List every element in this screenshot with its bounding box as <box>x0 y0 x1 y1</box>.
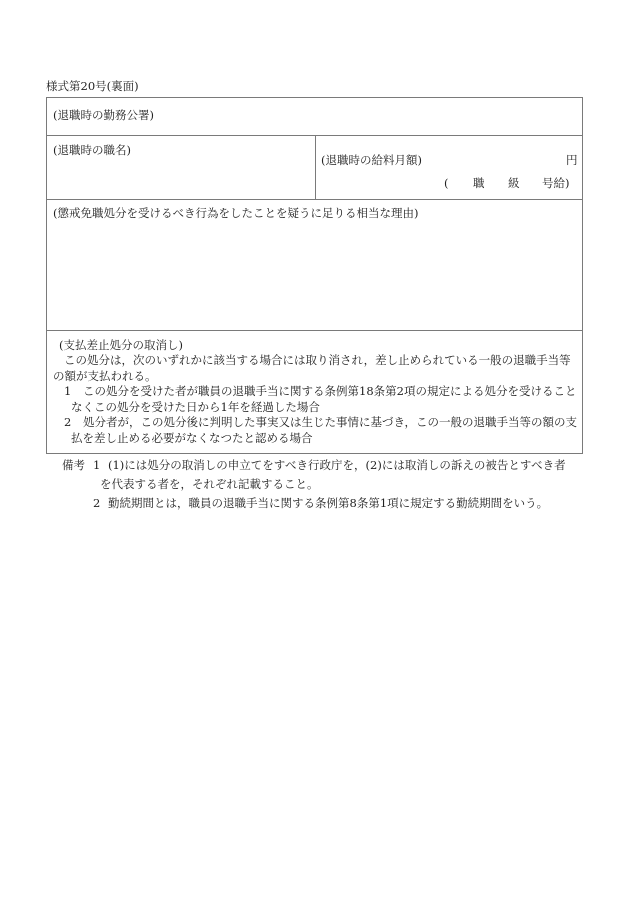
office-field[interactable] <box>47 98 582 134</box>
cancellation-heading: (支払差止処分の取消し) <box>59 338 183 352</box>
cancellation-item-2-number: 2 <box>64 415 72 429</box>
remarks-item-1-number: 1 <box>93 458 101 472</box>
cancellation-item-2-line2: 払を差し止める必要がなくなつたと認める場合 <box>71 431 313 445</box>
job-title-field[interactable] <box>47 136 314 198</box>
office-field-label: (退職時の勤務公署) <box>53 108 154 122</box>
grade-open-paren: ( <box>444 176 449 190</box>
salary-field[interactable] <box>316 136 582 198</box>
remarks-item-2-line1: 勤続期間とは，職員の退職手当に関する条例第8条第1項に規定する勤続期間をいう。 <box>108 496 549 510</box>
cancellation-item-1-line2: なくこの処分を受けた日から1年を経過した場合 <box>71 400 320 414</box>
row-divider <box>47 330 582 331</box>
reason-field[interactable] <box>47 200 582 329</box>
reason-field-label: (懲戒免職処分を受けるべき行為をしたことを疑うに足りる相当な理由) <box>53 206 419 220</box>
grade-step-label: 号給) <box>542 176 570 190</box>
salary-unit-yen: 円 <box>566 153 578 167</box>
cancellation-item-1-line1: この処分を受けた者が職員の退職手当に関する条例第18条第2項の規定による処分を受けること <box>83 384 577 398</box>
job-title-field-label: (退職時の職名) <box>53 143 131 157</box>
remarks-item-1-line2: を代表する者を，それぞれ記載すること。 <box>100 477 319 491</box>
grade-class-label: 級 <box>508 176 520 190</box>
cancellation-item-1-number: 1 <box>64 384 72 398</box>
cancellation-item-2-line1: 処分者が，この処分後に判明した事実又は生じた事情に基づき，この一般の退職手当等の額の支 <box>83 415 578 429</box>
remarks-item-2-number: 2 <box>93 496 101 510</box>
remarks-item-1-line1: (1)には処分の取消しの申立てをすべき行政庁を，(2)には取消しの訴えの被告とすべき者 <box>108 458 566 472</box>
grade-job-label: 職 <box>473 176 485 190</box>
cancellation-text-line1: この処分は，次のいずれかに該当する場合には取り消され，差し止められている一般の退職手当等 <box>64 353 571 367</box>
cancellation-text-line2: の額が支払われる。 <box>53 369 157 383</box>
remarks-label: 備考 <box>62 458 85 472</box>
salary-field-label: (退職時の給料月額) <box>321 153 422 167</box>
form-title: 様式第20号(裏面) <box>46 79 139 93</box>
